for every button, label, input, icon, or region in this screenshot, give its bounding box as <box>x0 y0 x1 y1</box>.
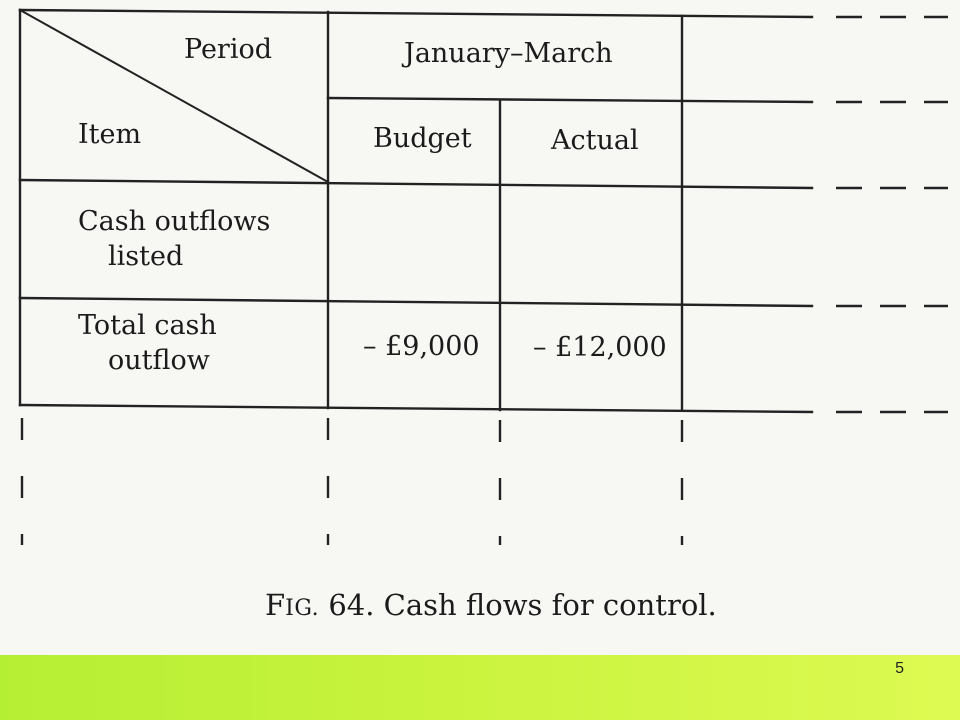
total-budget-value: – £9,000 <box>363 331 480 362</box>
header-item: Item <box>78 119 142 150</box>
row-cash-outflows-label <box>78 204 270 274</box>
header-period: Period <box>184 34 273 65</box>
total-actual-value: – £12,000 <box>533 332 667 363</box>
header-bottom-rule <box>20 180 812 188</box>
footer-band <box>0 655 960 720</box>
caption-text: 64. Cash flows for control. <box>319 588 717 622</box>
row-label-line2: listed <box>108 241 184 272</box>
row-label-line1: Cash outflows <box>78 206 271 237</box>
row-label-line1: Total cash <box>78 310 217 341</box>
row-divider <box>20 298 812 306</box>
header-month-divider <box>328 98 812 102</box>
row-total-cash-label <box>78 308 217 378</box>
table-top-border <box>20 10 812 17</box>
caption-fig-big: F <box>265 588 286 622</box>
header-month-range: January–March <box>404 38 613 69</box>
caption-fig-small: IG. <box>285 596 320 621</box>
corner-diagonal <box>20 10 328 182</box>
row-label-line2: outflow <box>108 345 210 376</box>
header-budget: Budget <box>373 123 472 154</box>
page-number: 5 <box>895 660 904 677</box>
header-actual: Actual <box>551 125 639 156</box>
figure-caption <box>265 588 717 622</box>
table-bottom-rule <box>20 405 812 412</box>
